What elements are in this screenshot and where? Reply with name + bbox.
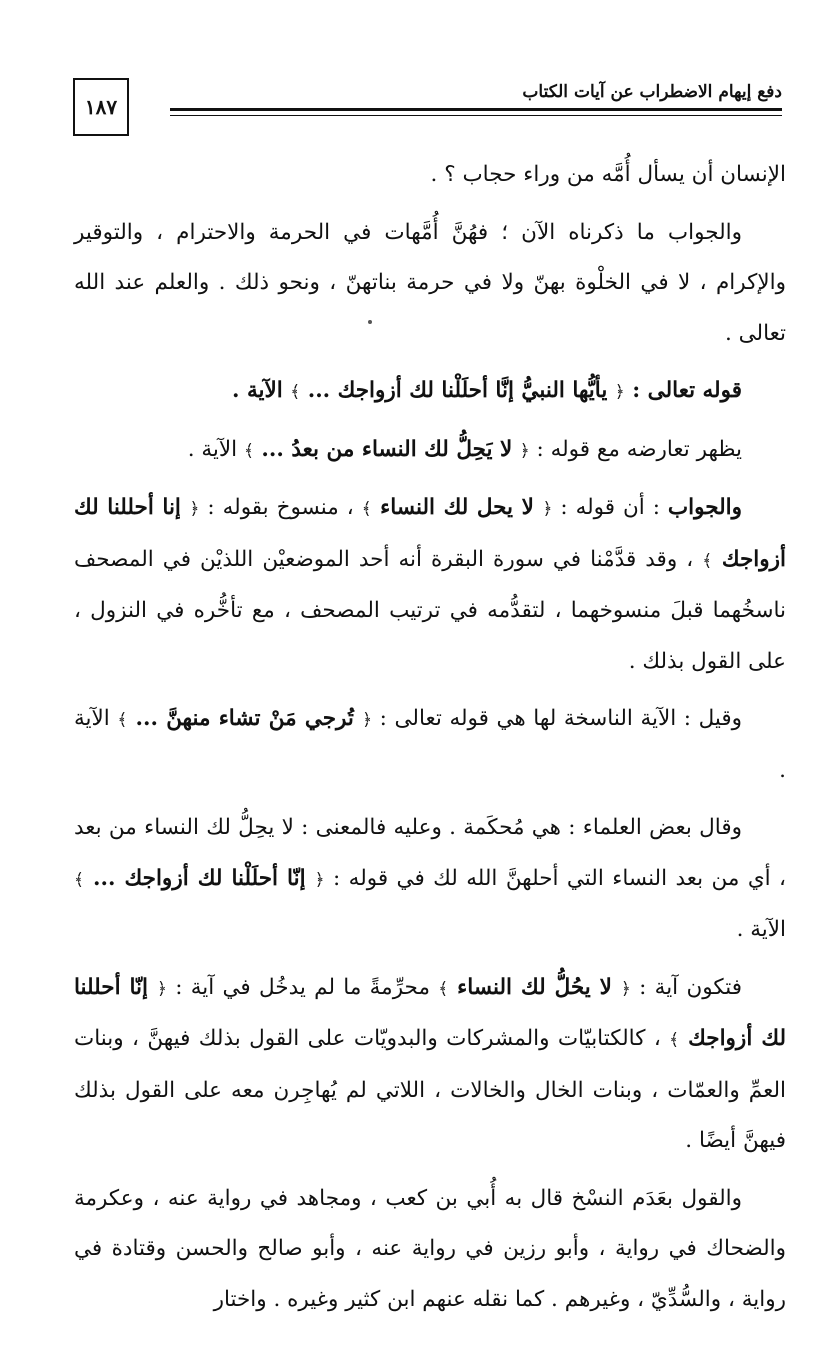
text-run: الإنسان أن يسأل أُمَّه من وراء حجاب ؟ . [430, 162, 786, 187]
quran-bracket-icon: ﴾ [290, 382, 301, 402]
body-text [74, 150, 786, 1332]
emphasis-text: إنا أحللنا لك أزواجك [74, 495, 786, 572]
text-run: : أن قوله : [552, 495, 668, 520]
text-run: الآية . [74, 706, 786, 783]
paragraph [74, 366, 786, 418]
quran-bracket-icon: ﴿ [362, 710, 373, 730]
header-rule-thin [170, 115, 782, 116]
emphasis-text: والجواب [667, 495, 742, 520]
quran-bracket-icon: ﴾ [669, 1030, 680, 1050]
quran-bracket-icon: ﴿ [542, 499, 553, 519]
quran-bracket-icon: ﴾ [117, 710, 128, 730]
text-run: الآية . [187, 436, 244, 462]
page-number: ١٨٧ [73, 78, 129, 136]
emphasis-text: تُرجي مَنْ تشاء منهنَّ ... [127, 706, 363, 731]
emphasis-text: الآية . [232, 378, 291, 403]
header-rule-thick [170, 108, 782, 111]
paragraph [74, 803, 786, 956]
quran-bracket-icon: ﴿ [519, 440, 530, 461]
emphasis-text: يأيُّها النبيُّ إنَّا أحلَلْنا لك أزواجك ... [300, 378, 615, 403]
emphasis-text: لا يحل لك النساء [371, 495, 543, 520]
paragraph [74, 1174, 786, 1326]
paragraph [74, 150, 786, 201]
quran-bracket-icon: ﴾ [243, 440, 254, 461]
text-run: الآية . [736, 917, 786, 942]
text-run: وقيل : الآية الناسخة لها هي قوله تعالى : [372, 706, 743, 731]
emphasis-text: إنّا أحللنا لك أزواجك [74, 974, 786, 1051]
quran-bracket-icon: ﴾ [361, 499, 372, 519]
text-run: والجواب ما ذكرناه الآن ؛ فهُنَّ أُمَّهات في الحرمة والاحترام ، والتوقير والإكرام ، لا في الخلْوة بهنّ ولا في حرمة بناتهنّ ، ونحو ذلك . والعلم عند الله تعالى . [74, 219, 786, 346]
quran-bracket-icon: ﴿ [614, 382, 625, 402]
quran-bracket-icon: ﴿ [620, 978, 631, 999]
quran-bracket-icon: ﴾ [438, 978, 449, 999]
emphasis-text: قوله تعالى : [624, 378, 742, 403]
page-header [0, 0, 832, 150]
quran-bracket-icon: ﴿ [189, 499, 200, 519]
quran-bracket-icon: ﴿ [156, 978, 167, 999]
text-run: فتكون آية : [630, 974, 742, 1000]
text-run: والقول بعَدَم النسْخ قال به أُبي بن كعب ، ومجاهد في رواية عنه ، وعكرمة والضحاك في رواية ، وأبو رزين في رواية عنه ، وأبو صالح والحسن وقتادة في رواية ، والسُّدِّيّ ، وغيرهم . كما نقله عنهم ابن كثير وغيره . واختار [74, 1185, 786, 1312]
text-run: وقال بعض العلماء : هي مُحكَمة . وعليه فالمعنى : لا يحِلُّ لك النساء من بعد ، أي من بعد النساء التي أحلهنَّ الله لك في قوله : [74, 815, 786, 891]
emphasis-text: لا يَحِلُّ لك النساء من بعدُ ... [253, 436, 520, 462]
paragraph [74, 208, 786, 360]
text-run: محرِّمةً ما لم يدخُل في آية : [166, 974, 439, 1000]
quran-bracket-icon: ﴿ [314, 869, 325, 890]
text-run: يظهر تعارضه مع قوله : [529, 436, 742, 462]
quran-bracket-icon: ﴾ [702, 550, 713, 571]
quran-bracket-icon: ﴾ [74, 869, 84, 890]
emphasis-text: لا يحُلُّ لك النساء [448, 974, 621, 1000]
paragraph [74, 483, 786, 687]
paragraph [74, 694, 786, 796]
text-run: ، كالكتابيّات والمشركات والبدويّات على القول بذلك فيهنَّ ، وبنات العمِّ والعمّات ، وبنات الخال والخالات ، اللاتي لم يُهاجِرن معه على القول بذلك فيهنَّ أيضًا . [74, 1026, 786, 1153]
paragraph [74, 963, 786, 1167]
running-title: دفع إيهام الاضطراب عن آيات الكتاب [522, 82, 782, 102]
paragraph [74, 425, 786, 477]
text-run: ، منسوخ بقوله : [199, 495, 362, 520]
text-run: ، وقد قدَّمْنا في سورة البقرة أنه أحد الموضعيْن اللذيْن في المصحف ناسخُهما قبلَ منسوخهما ، لتقدُّمه في ترتيب المصحف ، مع تأخُّره في النزول ، على القول بذلك . [74, 546, 786, 674]
emphasis-text: إنّا أحلَلْنا لك أزواجك ... [83, 865, 315, 891]
